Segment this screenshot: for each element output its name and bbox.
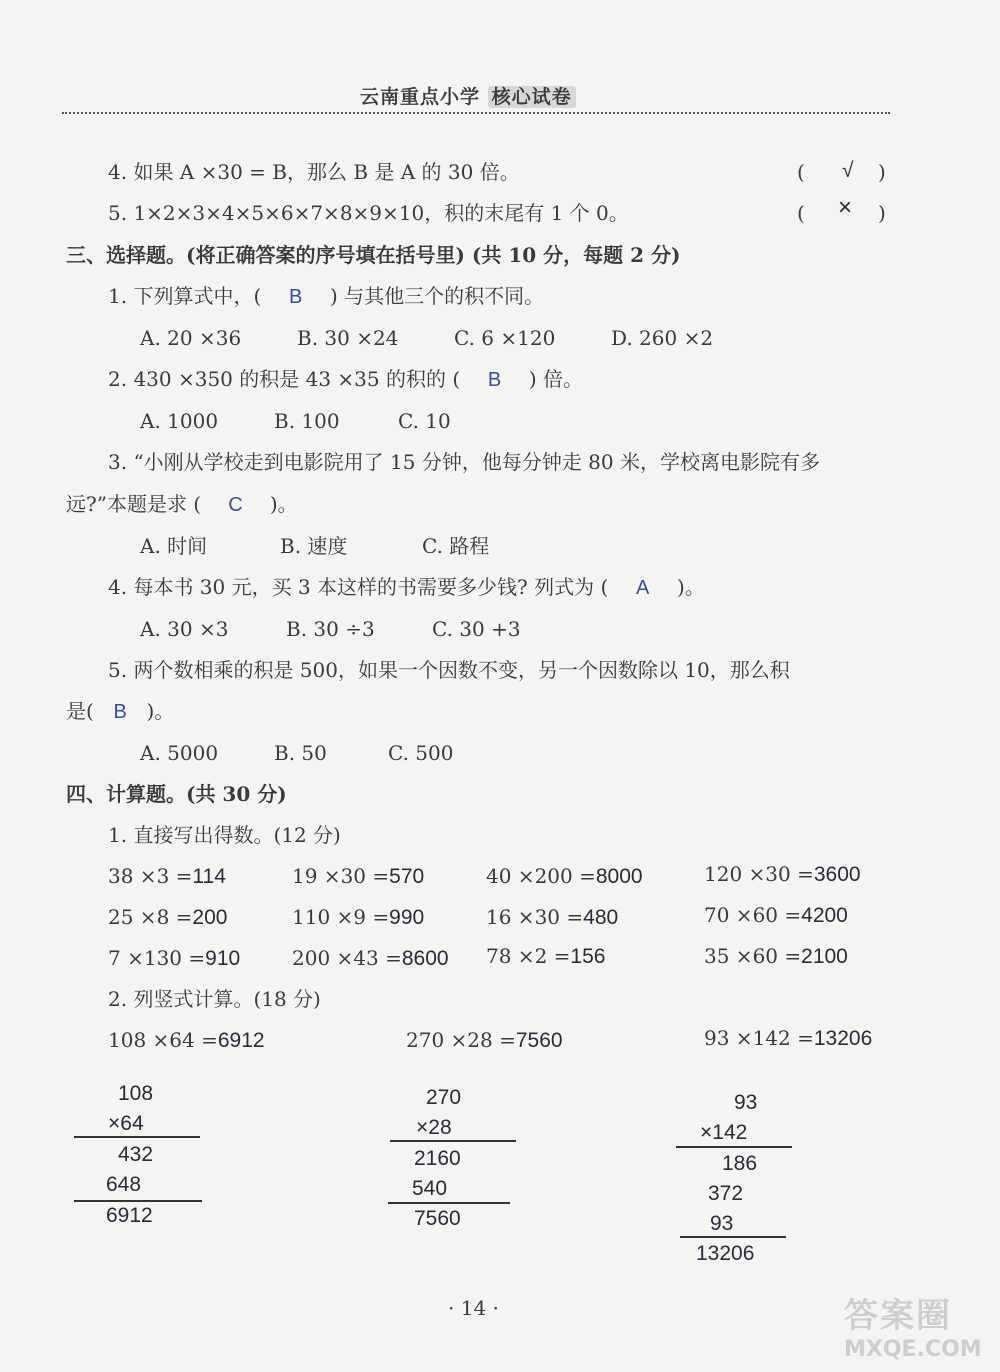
q2-option-a: A. 1000	[140, 409, 219, 433]
q3-option-a: A. 时间	[140, 534, 208, 558]
q3-answer: C	[228, 494, 243, 516]
q5-option-b: B. 50	[274, 741, 327, 765]
header-series: 核心试卷	[488, 86, 576, 108]
q4-option-c: C. 30 +3	[432, 617, 521, 641]
work3-line: 13206	[696, 1242, 755, 1265]
section4-sub2: 2. 列竖式计算。(18 分)	[108, 987, 321, 1011]
work2-rule	[390, 1140, 516, 1142]
work1-line: 648	[106, 1173, 142, 1196]
work2-line: 540	[412, 1177, 448, 1200]
work3-line: 93	[710, 1212, 734, 1235]
judge-q5-answer: ×	[838, 194, 853, 221]
work1-rule	[74, 1136, 200, 1138]
work2-line: 7560	[414, 1207, 461, 1230]
q1-stem: 1. 下列算式中，( B ) 与其他三个的积不同。	[108, 284, 545, 308]
header-school: 云南重点小学	[360, 86, 481, 108]
work1-line: 6912	[106, 1204, 153, 1227]
mental-item: 25 ×8 =200	[108, 905, 228, 929]
mental-item: 78 ×2 =156	[486, 944, 606, 968]
section3-title: 三、选择题。(将正确答案的序号填在括号里) (共 10 分，每题 2 分)	[66, 243, 681, 267]
mental-item: 40 ×200 =8000	[486, 864, 643, 888]
q2-stem: 2. 430 ×350 的积是 43 ×35 的积的 ( B ) 倍。	[108, 367, 584, 391]
section4-title: 四、计算题。(共 30 分)	[66, 782, 287, 806]
q5-option-c: C. 500	[388, 741, 454, 765]
q4-answer: A	[635, 577, 650, 599]
q3-option-b: B. 速度	[280, 534, 348, 558]
q1-option-c: C. 6 ×120	[454, 326, 556, 350]
q4-stem: 4. 每本书 30 元，买 3 本这样的书需要多少钱? 列式为 ( A )。	[108, 575, 705, 599]
q4-option-b: B. 30 ÷3	[286, 617, 375, 641]
mental-item: 35 ×60 =2100	[704, 944, 848, 968]
judge-q4-answer: √	[842, 159, 854, 182]
work2-rule	[388, 1202, 510, 1204]
watermark-logo: 答案圈	[844, 1296, 952, 1336]
q4-option-a: A. 30 ×3	[140, 617, 229, 641]
work1-rule	[74, 1200, 202, 1202]
mental-item: 38 ×3 =114	[108, 864, 226, 888]
mental-item: 19 ×30 =570	[292, 864, 425, 888]
work3-line: 93	[734, 1091, 758, 1114]
q2-option-b: B. 100	[274, 409, 340, 433]
q2-answer: B	[487, 369, 502, 391]
judge-q4-text: 4. 如果 A ×30 = B，那么 B 是 A 的 30 倍。	[108, 160, 520, 184]
work2-line: 270	[426, 1086, 462, 1109]
q3-option-c: C. 路程	[422, 534, 490, 558]
vertical-expr-1: 108 ×64 =6912	[108, 1028, 265, 1052]
work2-line: ×28	[416, 1116, 452, 1139]
work3-rule	[676, 1146, 792, 1148]
q5-answer: B	[113, 701, 127, 723]
work3-line: 186	[722, 1152, 758, 1175]
judge-q4-open: (	[797, 160, 805, 184]
judge-q5-close: )	[878, 201, 886, 225]
q5-stem-line1: 5. 两个数相乘的积是 500，如果一个因数不变，另一个因数除以 10，那么积	[108, 658, 790, 682]
site-watermark	[844, 1288, 994, 1368]
mental-item: 120 ×30 =3600	[704, 862, 861, 886]
judge-q5-open: (	[797, 201, 805, 225]
work3-line: ×142	[700, 1121, 748, 1144]
work2-line: 2160	[414, 1147, 461, 1170]
judge-q5-text: 5. 1×2×3×4×5×6×7×8×9×10，积的末尾有 1 个 0。	[108, 201, 629, 225]
header-divider	[62, 112, 890, 114]
q5-stem-line2: 是( B )。	[66, 699, 175, 723]
q2-option-c: C. 10	[398, 409, 451, 433]
mental-item: 200 ×43 =8600	[292, 946, 449, 970]
section4-sub1: 1. 直接写出得数。(12 分)	[108, 823, 341, 847]
q3-stem-line2: 远?”本题是求 ( C )。	[66, 492, 298, 516]
q5-option-a: A. 5000	[140, 741, 219, 765]
work3-rule	[680, 1236, 786, 1238]
q1-option-a: A. 20 ×36	[140, 326, 242, 350]
work3-line: 372	[708, 1182, 744, 1205]
work1-line: 108	[118, 1082, 154, 1105]
mental-item: 16 ×30 =480	[486, 905, 619, 929]
work1-line: ×64	[108, 1112, 144, 1135]
judge-q4-close: )	[878, 160, 886, 184]
page-header	[360, 82, 576, 109]
vertical-expr-3: 93 ×142 =13206	[704, 1026, 873, 1050]
mental-item: 110 ×9 =990	[292, 905, 425, 929]
q1-option-b: B. 30 ×24	[297, 326, 399, 350]
q1-answer: B	[288, 286, 303, 308]
watermark-site: MXQE.COM	[844, 1337, 982, 1362]
vertical-expr-2: 270 ×28 =7560	[406, 1028, 563, 1052]
q3-stem-line1: 3. “小刚从学校走到电影院用了 15 分钟，他每分钟走 80 米，学校离电影院有多	[108, 450, 820, 474]
mental-item: 70 ×60 =4200	[704, 903, 848, 927]
q1-option-d: D. 260 ×2	[611, 326, 714, 350]
work1-line: 432	[118, 1143, 154, 1166]
mental-item: 7 ×130 =910	[108, 946, 241, 970]
page-number: · 14 ·	[448, 1296, 499, 1320]
